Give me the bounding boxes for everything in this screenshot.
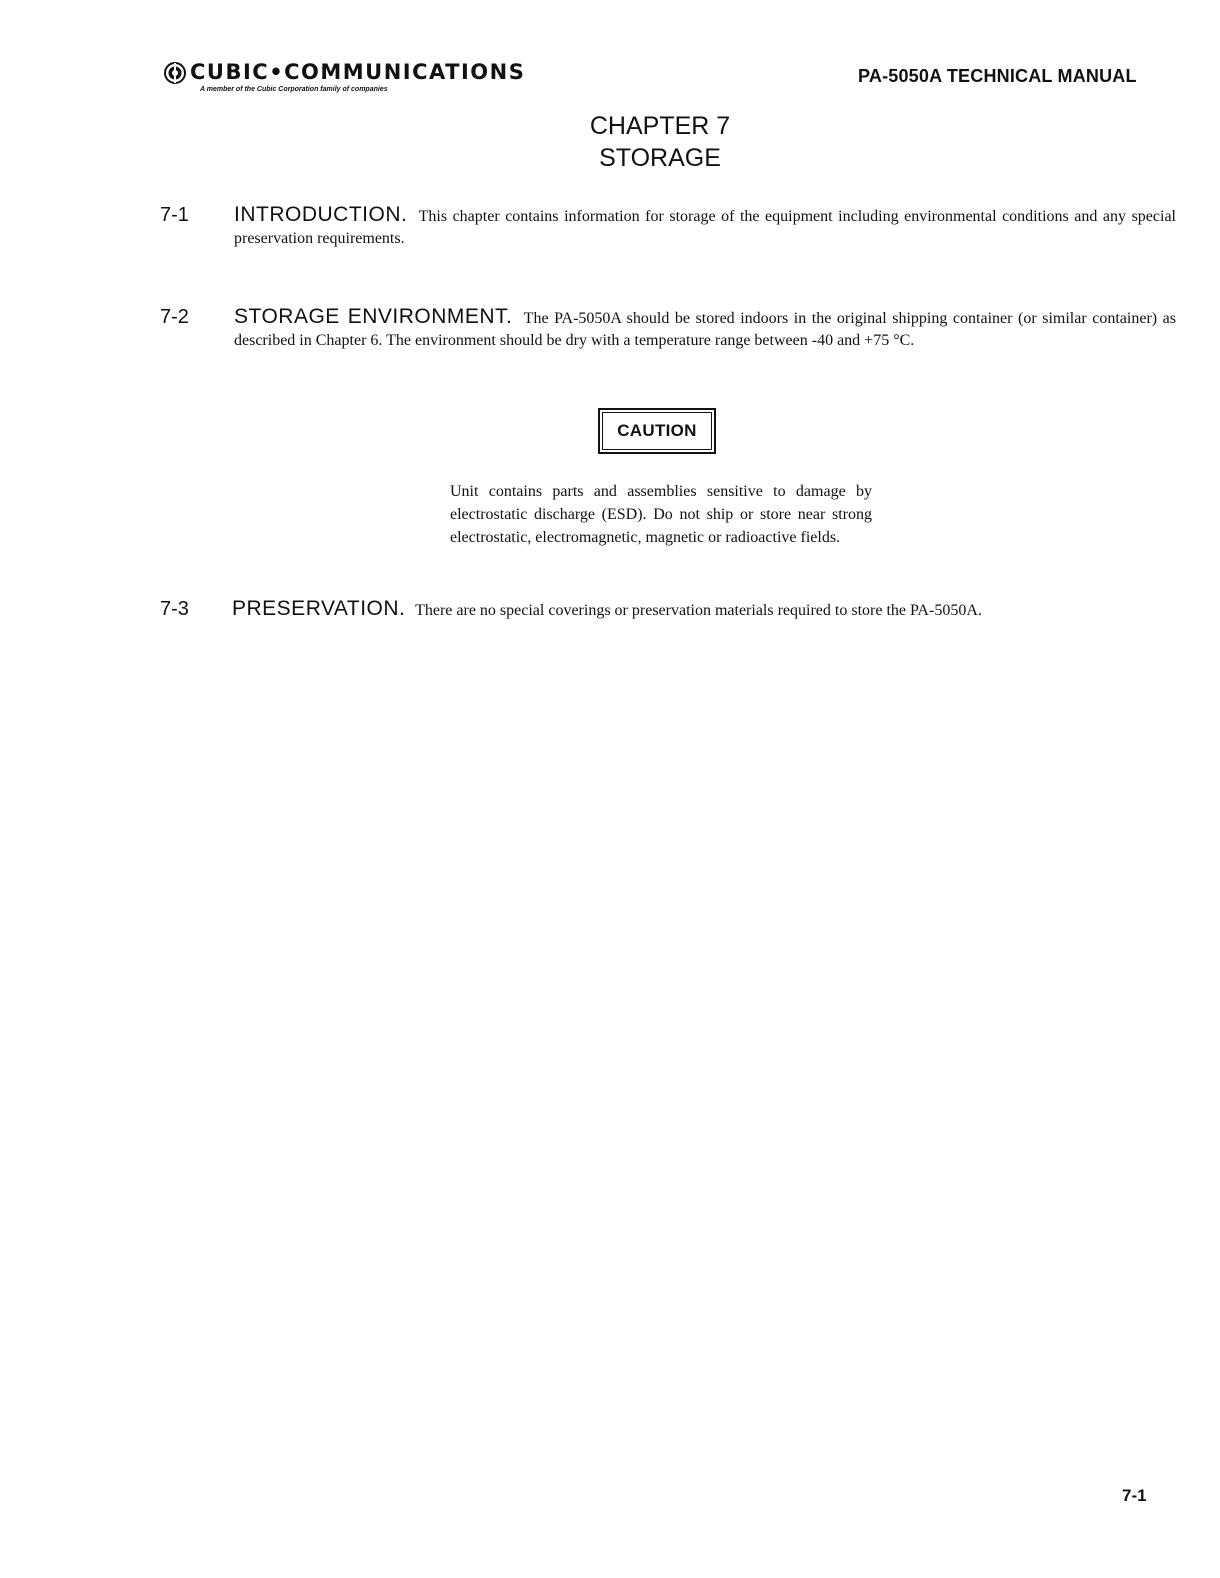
section-title: STORAGE ENVIRONMENT.	[234, 305, 513, 328]
company-name: CUBIC•COMMUNICATIONS	[190, 60, 526, 84]
section-number: 7-1	[160, 204, 189, 226]
section-body	[234, 204, 1176, 250]
caution-box	[598, 408, 716, 454]
section-text: This chapter contains information for storage of the equipment including environmental conditions and any special preservation requirements.	[234, 208, 1177, 247]
company-logo	[164, 60, 624, 100]
cubic-logo-icon	[164, 62, 186, 84]
company-tagline: A member of the Cubic Corporation family of companies	[200, 86, 388, 93]
chapter-heading	[560, 110, 760, 174]
section-body	[232, 598, 1174, 622]
chapter-label: CHAPTER 7	[589, 112, 731, 140]
section-number: 7-3	[160, 598, 189, 620]
chapter-title: STORAGE	[599, 144, 721, 172]
caution-text: Unit contains parts and assemblies sensitive to damage by electrostatic discharge (ESD). Do not ship or store near strong electrostatic, electromagnetic, magnetic or radioactive fields.	[450, 483, 872, 546]
section-body	[234, 306, 1176, 352]
caution-label: CAUTION	[602, 412, 712, 450]
section-text: The PA-5050A should be stored indoors in the original shipping container (or similar container) as described in Chapter 6. The environment should be dry with a temperature range between -40 and +75 °C.	[234, 310, 1176, 349]
section-text: There are no special coverings or preservation materials required to store the PA-5050A.	[415, 602, 982, 619]
manual-title: PA-5050A TECHNICAL MANUAL	[858, 66, 1137, 86]
page-number: 7-1	[1122, 1486, 1147, 1505]
section-number: 7-2	[160, 306, 189, 328]
section-title: INTRODUCTION.	[234, 203, 408, 226]
section-title: PRESERVATION.	[232, 597, 406, 620]
